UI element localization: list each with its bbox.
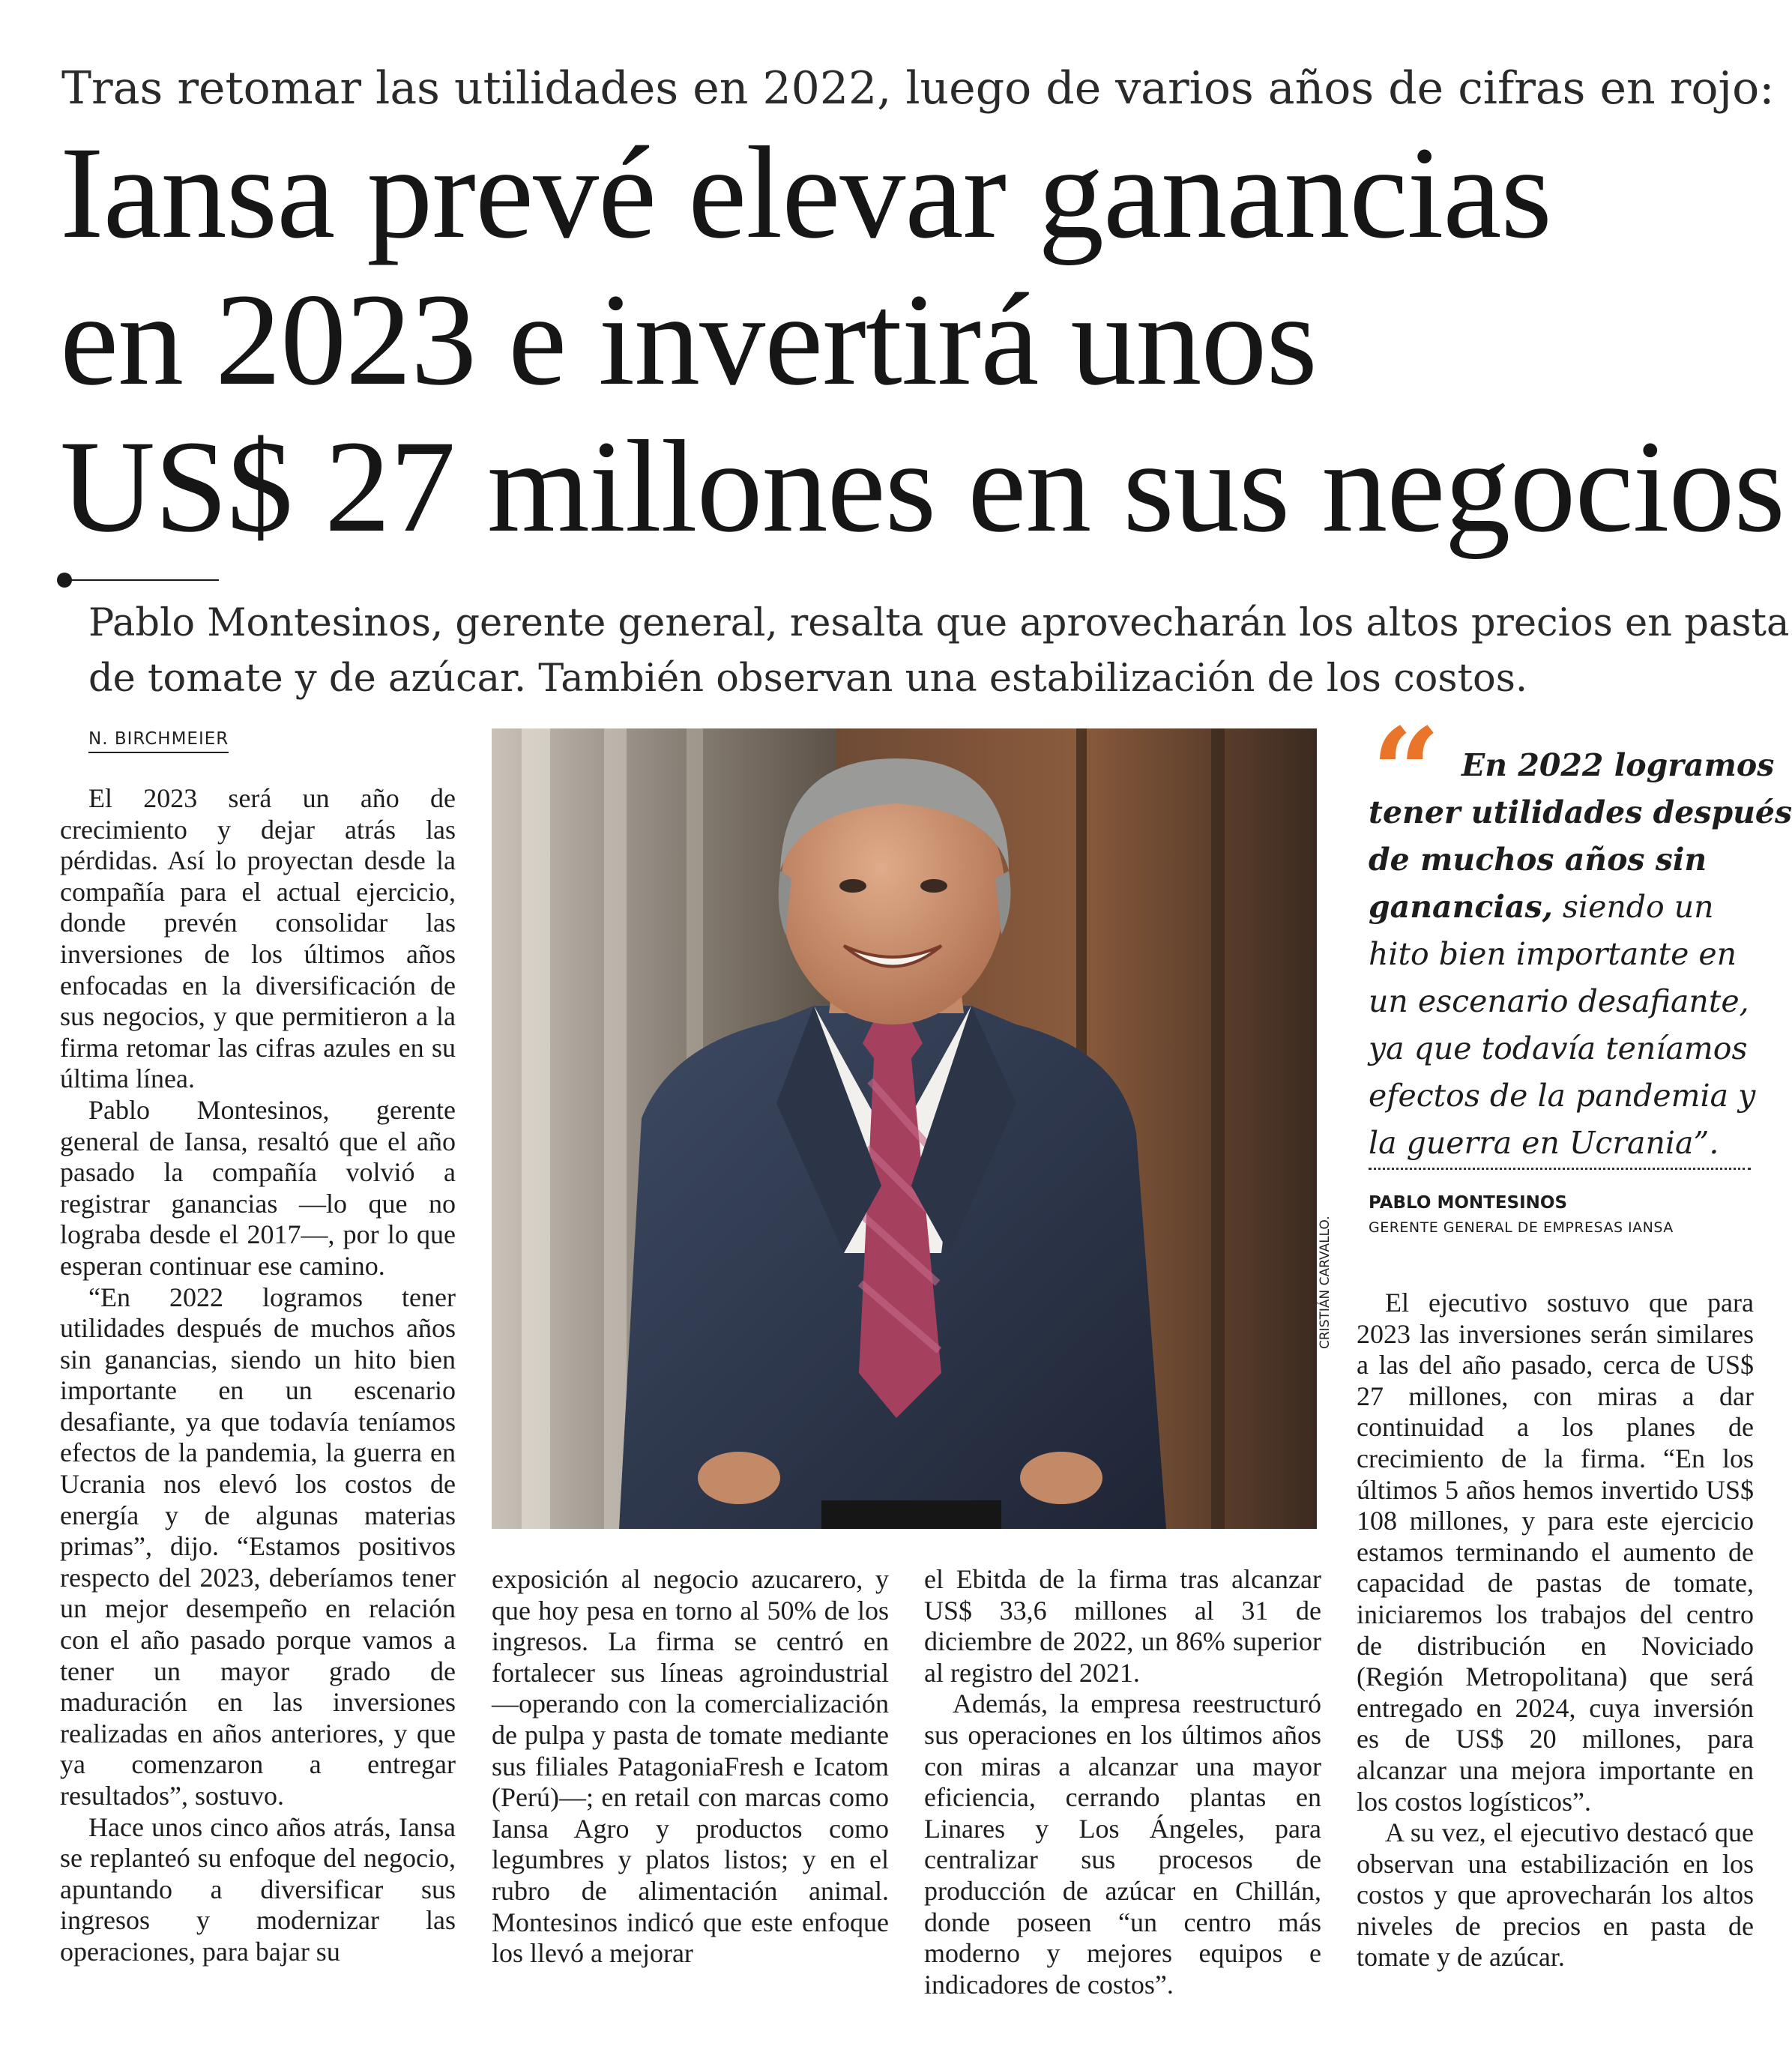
paragraph: exposición al negocio azucarero, y que hoy pesa en torno al 50% de los ingresos. La firma se centró en fortalecer sus líneas agroindustrial —operando con la comercialización de pulpa y pasta de tomate mediante sus filiales PatagoniaFresh e Icatom (Perú)—; en retail con marcas como Iansa Agro y productos como legumbres y platos listos; y en el rubro de alimentación animal. Montesinos indicó que este enfoque los llevó a mejorar — [492, 1564, 889, 1969]
quote-attribution-name: PABLO MONTESINOS — [1369, 1193, 1568, 1213]
paragraph: “En 2022 logramos tener utilidades después de muchos años sin ganancias, siendo un hito bien importante en un escenario desafiante, ya que todavía teníamos efectos de la pandemia, la guerra en Ucrania nos elevó los costos de energía y de algunas materias primas”, dijo. “Estamos positivos respecto del 2023, deberíamos tener un mejor desempeño en relación con el año pasado porque vamos a tener un mayor grado de maduración en las inversiones realizadas en años anteriores, y que ya comenzaron a entregar resultados”, sostuvo. — [60, 1282, 456, 1811]
quote-line: un escenario desafiante, — [1369, 983, 1749, 1019]
body-column-2 — [492, 1564, 889, 1970]
deck-line: Pablo Montesinos, gerente general, resalta que aprovecharán los altos precios en pasta — [88, 601, 1790, 645]
quote-divider — [1369, 1168, 1751, 1170]
headline-line: US$ 27 millones en sus negocios — [60, 414, 1785, 560]
body-column-1 — [60, 783, 456, 1968]
headline-line: Iansa prevé elevar ganancias — [60, 120, 1551, 266]
paragraph: El ejecutivo sostuvo que para 2023 las inversiones serán similares a las del año pasado, cerca de US$ 27 millones, con miras a dar continuidad a los planes de crecimiento de la firma. “En los últimos 5 años hemos invertido US$ 108 millones, y para este ejercicio estamos terminando el aumento de capacidad de pastas de tomate, iniciaremos los trabajos del centro de distribución en Noviciado (Región Metropolitana) que será entregado en 2024, cuya inversión es de US$ 20 millones, para alcanzar una mejora importante en los costos logísticos”. — [1357, 1288, 1754, 1817]
quote-fragment: siendo un — [1552, 889, 1714, 925]
body-column-3 — [924, 1564, 1321, 2000]
quote-attribution-role: GERENTE GENERAL DE EMPRESAS IANSA — [1369, 1219, 1674, 1236]
body-column-4 — [1357, 1288, 1754, 1973]
headline — [60, 120, 1784, 561]
deck-line: de tomate y de azúcar. También observan una estabilización de los costos. — [88, 657, 1528, 701]
quote-line — [1369, 884, 1758, 931]
quote-line: En 2022 logramos — [1461, 747, 1775, 783]
portrait-photo — [492, 728, 1317, 1529]
pull-quote — [1369, 742, 1792, 1167]
quote-line: tener utilidades después — [1369, 794, 1792, 830]
byline: N. BIRCHMEIER — [88, 729, 229, 753]
paragraph: A su vez, el ejecutivo destacó que observan una estabilización en los costos y que aprovecharán los altos niveles de precios en pasta de tomate y de azúcar. — [1357, 1817, 1754, 1973]
photo-credit: CRISTIÁN CARVALLO. — [1318, 1216, 1333, 1349]
section-rule — [69, 579, 219, 581]
deck — [88, 596, 1790, 707]
quote-line: ya que todavía teníamos — [1369, 1030, 1748, 1066]
headline-line: en 2023 e invertirá unos — [60, 267, 1317, 413]
paragraph: el Ebitda de la firma tras alcanzar US$ 33,6 millones al 31 de diciembre de 2022, un 86% superior al registro del 2021. — [924, 1564, 1321, 1688]
paragraph: Hace unos cinco años atrás, Iansa se replanteó su enfoque del negocio, apuntando a diversificar sus ingresos y modernizar las operaciones, para bajar su — [60, 1811, 456, 1967]
quote-line: de muchos años sin — [1369, 842, 1707, 878]
quote-mark-icon: “ — [1372, 701, 1441, 842]
kicker: Tras retomar las utilidades en 2022, luego de varios años de cifras en rojo: — [61, 62, 1775, 115]
paragraph: Además, la empresa reestructuró sus operaciones en los últimos años con miras a alcanzar una mayor eficiencia, cerrando plantas en Linares y Los Ángeles, para centralizar sus procesos de producción de azúcar en Chillán, donde poseen “un centro más moderno y mejores equipos e indicadores de costos”. — [924, 1689, 1321, 2000]
quote-line: la guerra en Ucrania”. — [1369, 1125, 1719, 1161]
quote-line: hito bien importante en — [1369, 936, 1737, 972]
paragraph: Pablo Montesinos, gerente general de Iansa, resaltó que el año pasado la compañía volvió a registrar ganancias —lo que no lograba desde el 2017—, por lo que esperan continuar ese camino. — [60, 1094, 456, 1281]
portrait-illustration — [492, 728, 1317, 1529]
quote-line: efectos de la pandemia y — [1369, 1078, 1756, 1114]
quote-bold-fragment: ganancias, — [1369, 889, 1553, 925]
paragraph: El 2023 será un año de crecimiento y dejar atrás las pérdidas. Así lo proyectan desde la compañía para el actual ejercicio, donde prevén consolidar las inversiones de los últimos años enfocadas en la diversificación de sus negocios, y que permitieron a la firma retomar las cifras azules en su última línea. — [60, 783, 456, 1094]
